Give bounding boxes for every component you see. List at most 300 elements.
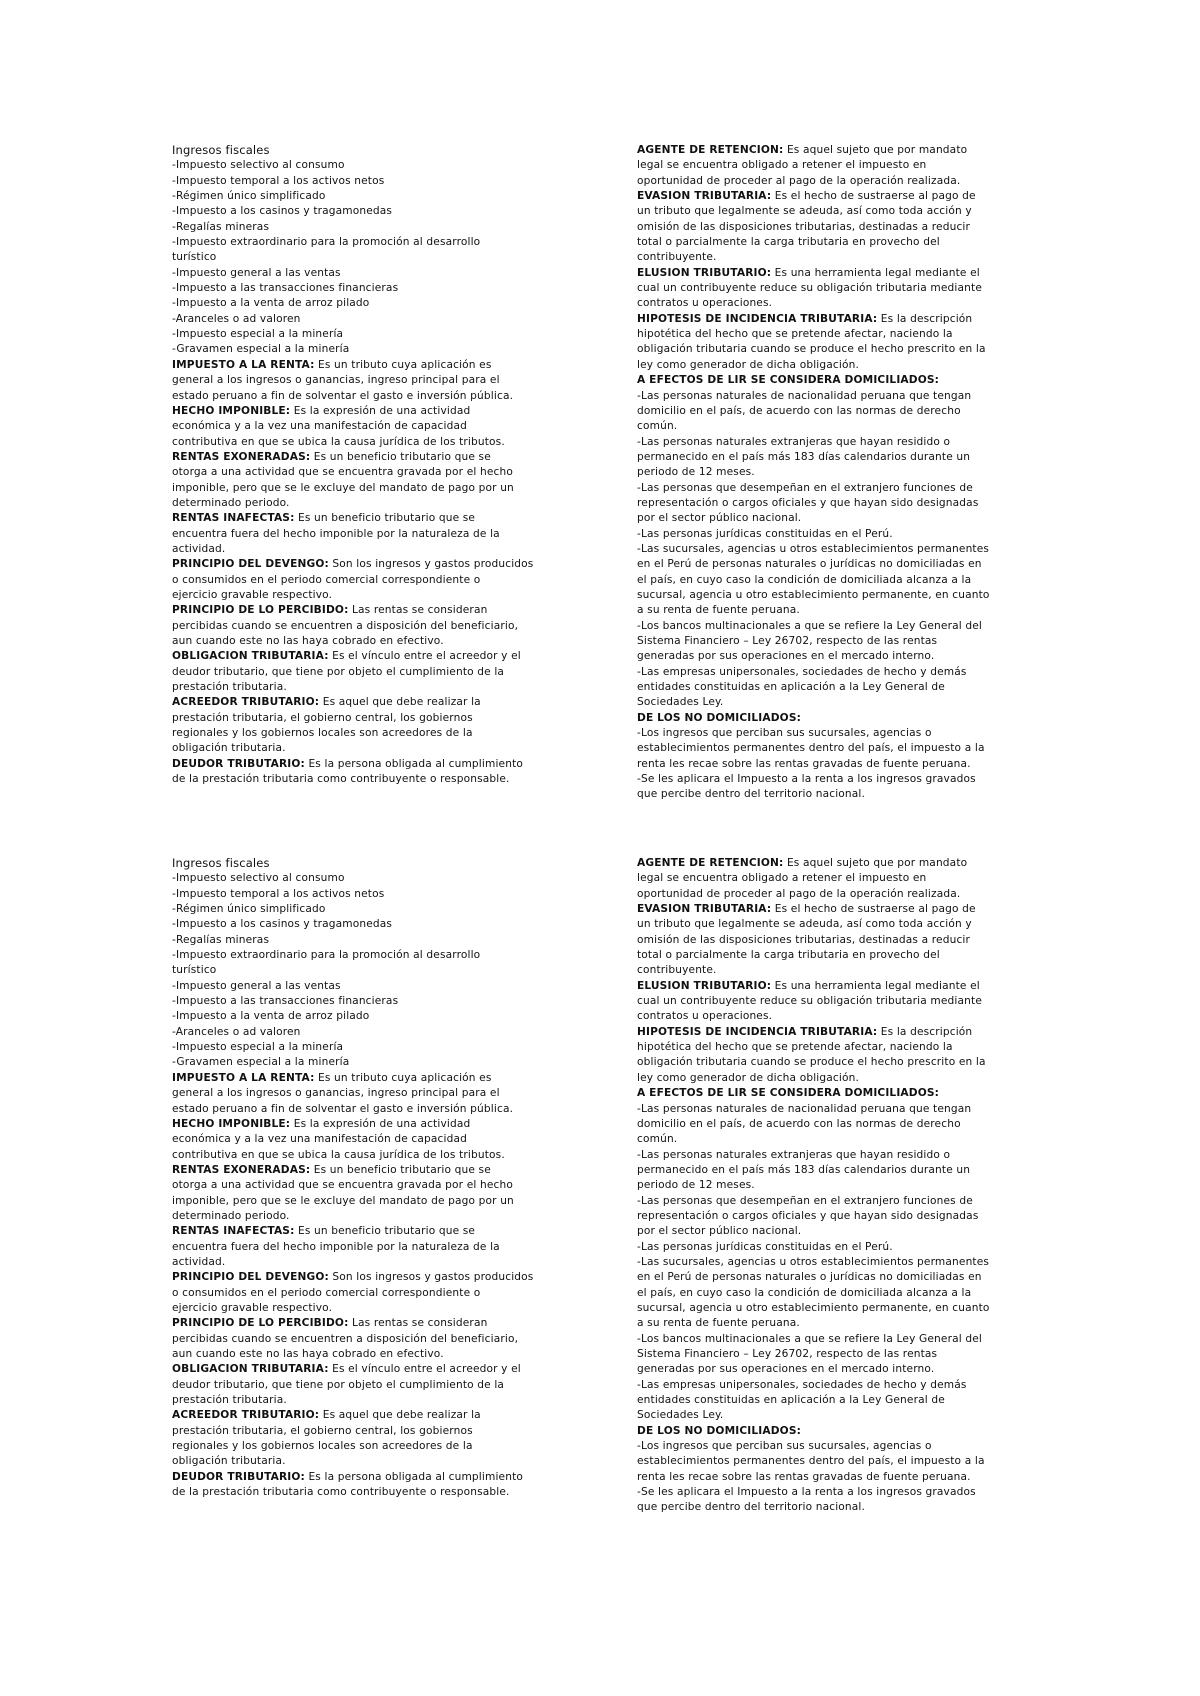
definition-term: ACREEDOR TRIBUTARIO: [172, 696, 320, 709]
definition-text: contributiva en que se ubica la causa jurídica de los tributos. [172, 1148, 505, 1161]
definition-line [172, 741, 582, 756]
definition-text: generadas por sus operaciones en el mercado interno. [637, 1363, 935, 1376]
definition-line [172, 1454, 582, 1469]
definition-text: hipotética del hecho que se pretende afectar, naciendo la [637, 1041, 953, 1054]
definition-line [172, 1424, 582, 1439]
definition-line [637, 1040, 1037, 1055]
definition-line [637, 741, 1037, 756]
list-item: -Régimen único simplificado [172, 903, 326, 916]
definition-text: el país, en cuyo caso la condición de domiciliada alcanza a la [637, 573, 972, 586]
definition-line [637, 1009, 1037, 1024]
definition-line [637, 235, 1037, 250]
definition-line [172, 527, 582, 542]
definition-text: aun cuando este no las haya cobrado en efectivo. [172, 635, 444, 647]
definition-text: Sistema Financiero – Ley 26702, respecto de las rentas [637, 635, 938, 647]
definition-text: -Los bancos multinacionales a que se refiere la Ley General del [637, 1332, 982, 1345]
definition-text: Es un tributo cuya aplicación es [314, 358, 492, 371]
definition-line [172, 389, 582, 404]
definition-text: determinado periodo. [172, 1209, 290, 1222]
definition-line [172, 711, 582, 726]
definition-line [637, 1055, 1037, 1070]
definition-text: establecimientos permanentes dentro del país, el impuesto a la [637, 1455, 985, 1468]
list-item: -Impuesto a la venta de arroz pilado [172, 297, 370, 310]
definition-line [637, 250, 1037, 265]
list-item: -Impuesto general a las ventas [172, 979, 341, 992]
definition-line [637, 787, 1037, 802]
definition-text: contributiva en que se ubica la causa jurídica de los tributos. [172, 435, 505, 448]
definition-line [172, 680, 582, 695]
definition-text: -Las personas jurídicas constituidas en el Perú. [637, 1240, 893, 1253]
definition-line [637, 1485, 1037, 1500]
definition-text: Es la descripción [877, 312, 973, 325]
definition-line [637, 711, 1037, 726]
definition-text: cual un contribuyente reduce su obligación tributaria mediante [637, 995, 982, 1008]
definition-line [637, 1132, 1037, 1147]
definition-term: RENTAS EXONERADAS: [172, 450, 311, 463]
definition-text: -Las empresas unipersonales, sociedades de hecho y demás [637, 1378, 967, 1391]
definition-line [172, 1332, 582, 1347]
definition-text: oportunidad de proceder al pago de la operación realizada. [637, 174, 961, 187]
definition-text: general a los ingresos o ganancias, ingreso principal para el [172, 1087, 500, 1100]
definition-line [172, 726, 582, 741]
list-item: -Impuesto especial a la minería [172, 328, 344, 341]
definition-text: ley como generador de dicha obligación. [637, 358, 859, 371]
list-item: -Impuesto especial a la minería [172, 1041, 344, 1054]
definition-text: periodo de 12 meses. [637, 466, 755, 479]
definition-text: Es la expresión de una actividad [290, 404, 471, 417]
definition-text: permanecido en el país más 183 días calendarios durante un [637, 1163, 971, 1176]
definition-line [637, 1071, 1037, 1086]
definition-line [172, 557, 582, 572]
definition-term: ACREEDOR TRIBUTARIO: [172, 1409, 320, 1422]
definition-text: omisión de las disposiciones tributarias, destinadas a reducir [637, 933, 971, 946]
definition-line [172, 695, 582, 710]
definition-text: Es la expresión de una actividad [290, 1117, 471, 1130]
definition-line [637, 856, 1037, 871]
definition-text: sucursal, agencia u otro establecimiento permanente, en cuanto [637, 1301, 990, 1314]
definition-line [172, 404, 582, 419]
definition-line [172, 496, 582, 511]
definition-line [637, 358, 1037, 373]
definition-text: entidades constituidas en aplicación a la Ley General de [637, 681, 945, 694]
definition-line [637, 963, 1037, 978]
definition-text: -Los bancos multinacionales a que se refiere la Ley General del [637, 619, 982, 632]
definition-text: deudor tributario, que tiene por objeto el cumplimiento de la [172, 665, 505, 678]
definition-line [637, 1224, 1037, 1239]
definition-line [637, 1500, 1037, 1515]
definition-text: Es aquel que debe realizar la [319, 696, 481, 709]
list-item: -Impuesto temporal a los activos netos [172, 174, 385, 187]
definition-line [637, 1286, 1037, 1301]
definition-line [637, 588, 1037, 603]
page-copy-top [0, 143, 1200, 843]
definition-text: renta les recae sobre las rentas gravadas de fuente peruana. [637, 757, 971, 770]
definition-text: contratos u operaciones. [637, 1010, 773, 1023]
definition-text: actividad. [172, 1255, 226, 1268]
definition-line [172, 665, 582, 680]
definition-line [637, 1086, 1037, 1101]
list-item: -Impuesto a las transacciones financieras [172, 282, 399, 295]
list-item: -Gravamen especial a la minería [172, 1056, 350, 1069]
list-item: -Impuesto extraordinario para la promoción al desarrollo [172, 949, 481, 962]
definition-term: RENTAS INAFECTAS: [172, 1225, 295, 1238]
definition-line [172, 1270, 582, 1285]
definition-line [172, 419, 582, 434]
definition-term: HIPOTESIS DE INCIDENCIA TRIBUTARIA: [637, 1025, 878, 1038]
list-item: -Regalías mineras [172, 220, 270, 233]
definition-text: domicilio en el país, de acuerdo con las normas de derecho [637, 404, 961, 417]
definition-text: generadas por sus operaciones en el mercado interno. [637, 650, 935, 663]
definition-line [637, 757, 1037, 772]
definition-text: Sociedades Ley. [637, 696, 724, 709]
definition-line [637, 342, 1037, 357]
definition-text: a su renta de fuente peruana. [637, 1317, 800, 1330]
definition-line [172, 1132, 582, 1147]
definition-text: -Las sucursales, agencias u otros establecimientos permanentes [637, 542, 990, 555]
definition-line [637, 1178, 1037, 1193]
definition-text: un tributo que legalmente se adeuda, así como toda acción y [637, 918, 972, 931]
definition-line [637, 281, 1037, 296]
definition-term: PRINCIPIO DE LO PERCIBIDO: [172, 604, 349, 617]
definition-line [637, 419, 1037, 434]
definition-text: legal se encuentra obligado a retener el impuesto en [637, 872, 927, 885]
definition-text: Las rentas se consideran [348, 604, 488, 617]
definition-line [172, 772, 582, 787]
definition-line [637, 1025, 1037, 1040]
definition-term: DEUDOR TRIBUTARIO: [172, 1470, 305, 1483]
definition-text: prestación tributaria, el gobierno central, los gobiernos [172, 711, 473, 724]
definition-text: Es la persona obligada al cumplimiento [304, 757, 524, 770]
definition-line [172, 1378, 582, 1393]
definition-text: Es el vínculo entre el acreedor y el [328, 1363, 521, 1376]
definition-line [637, 327, 1037, 342]
definition-term: DE LOS NO DOMICILIADOS: [637, 711, 801, 724]
definition-text: omisión de las disposiciones tributarias, destinadas a reducir [637, 220, 971, 233]
definition-line [637, 902, 1037, 917]
definition-term: PRINCIPIO DE LO PERCIBIDO: [172, 1317, 349, 1330]
left-column [172, 143, 582, 787]
definition-line [172, 1255, 582, 1270]
definition-line [637, 1439, 1037, 1454]
definition-text: Son los ingresos y gastos producidos [328, 1271, 534, 1284]
definition-text: Es la persona obligada al cumplimiento [304, 1470, 524, 1483]
definition-text: el país, en cuyo caso la condición de domiciliada alcanza a la [637, 1286, 972, 1299]
definition-text: determinado periodo. [172, 496, 290, 509]
definition-line [637, 1163, 1037, 1178]
list-item: -Aranceles o ad valoren [172, 1025, 301, 1038]
definition-line [637, 312, 1037, 327]
definition-line [172, 1148, 582, 1163]
definition-text: otorga a una actividad que se encuentra gravada por el hecho [172, 466, 513, 479]
definition-term: EVASION TRIBUTARIA: [637, 190, 772, 203]
definition-line [172, 1224, 582, 1239]
section-title: Ingresos fiscales [172, 143, 270, 157]
list-item: -Gravamen especial a la minería [172, 343, 350, 356]
definition-text: económica y a la vez una manifestación de capacidad [172, 1133, 467, 1146]
definition-term: RENTAS EXONERADAS: [172, 1163, 311, 1176]
definition-text: obligación tributaria. [172, 742, 286, 755]
definition-term: HIPOTESIS DE INCIDENCIA TRIBUTARIA: [637, 312, 878, 325]
right-column [637, 143, 1037, 803]
definition-line [637, 1148, 1037, 1163]
list-item: -Impuesto a la venta de arroz pilado [172, 1010, 370, 1023]
definition-text: -Las personas que desempeñan en el extranjero funciones de [637, 481, 973, 494]
definition-text: establecimientos permanentes dentro del país, el impuesto a la [637, 742, 985, 755]
definition-text: Es el vínculo entre el acreedor y el [328, 650, 521, 663]
definition-text: -Las sucursales, agencias u otros establecimientos permanentes [637, 1255, 990, 1268]
definition-line [637, 1240, 1037, 1255]
definition-text: obligación tributaria cuando se produce el hecho prescrito en la [637, 343, 986, 356]
definition-line [637, 481, 1037, 496]
definition-text: oportunidad de proceder al pago de la operación realizada. [637, 887, 961, 900]
definition-text: encuentra fuera del hecho imponible por la naturaleza de la [172, 527, 500, 540]
list-item: turístico [172, 251, 217, 264]
definition-text: domicilio en el país, de acuerdo con las normas de derecho [637, 1117, 961, 1130]
definition-line [172, 603, 582, 618]
definition-text: entidades constituidas en aplicación a la Ley General de [637, 1394, 945, 1407]
definition-line [172, 1117, 582, 1132]
list-item: -Impuesto a las transacciones financieras [172, 995, 399, 1008]
definition-line [637, 465, 1037, 480]
definition-text: renta les recae sobre las rentas gravadas de fuente peruana. [637, 1470, 971, 1483]
definition-line [637, 389, 1037, 404]
definition-text: -Las empresas unipersonales, sociedades de hecho y demás [637, 665, 967, 678]
definition-text: total o parcialmente la carga tributaria en provecho del [637, 949, 940, 962]
definition-text: general a los ingresos o ganancias, ingreso principal para el [172, 374, 500, 387]
definition-term: AGENTE DE RETENCION: [637, 857, 784, 869]
definition-text: -Se les aplicara el Impuesto a la renta a los ingresos gravados [637, 773, 976, 786]
definition-text: estado peruano a fin de solventar el gasto e inversión pública. [172, 1102, 514, 1115]
definition-line [172, 511, 582, 526]
definition-text: de la prestación tributaria como contribuyente o responsable. [172, 1486, 510, 1499]
definition-line [637, 994, 1037, 1009]
definition-text: un tributo que legalmente se adeuda, así como toda acción y [637, 205, 972, 218]
definition-line [637, 1301, 1037, 1316]
list-item: turístico [172, 964, 217, 977]
definition-text: hipotética del hecho que se pretende afectar, naciendo la [637, 328, 953, 341]
definition-text: ejercicio gravable respectivo. [172, 588, 333, 601]
definition-line [637, 1332, 1037, 1347]
definition-text: Sociedades Ley. [637, 1409, 724, 1422]
list-item: -Régimen único simplificado [172, 190, 326, 203]
definition-text: -Las personas naturales de nacionalidad peruana que tengan [637, 389, 972, 402]
definition-text: económica y a la vez una manifestación de capacidad [172, 420, 467, 433]
definition-line [637, 511, 1037, 526]
definition-text: legal se encuentra obligado a retener el impuesto en [637, 159, 927, 172]
definition-text: -Las personas naturales extranjeras que hayan residido o [637, 435, 951, 448]
definition-term: RENTAS INAFECTAS: [172, 512, 295, 525]
definition-line [172, 1316, 582, 1331]
definition-line [637, 189, 1037, 204]
definition-line [172, 1347, 582, 1362]
definition-line [637, 933, 1037, 948]
definition-text: en el Perú de personas naturales o jurídicas no domiciliadas en [637, 558, 982, 571]
definition-line [637, 450, 1037, 465]
definition-line [637, 435, 1037, 450]
definition-text: prestación tributaria, el gobierno central, los gobiernos [172, 1424, 473, 1437]
definition-text: o consumidos en el periodo comercial correspondiente o [172, 573, 481, 586]
definition-text: Es un beneficio tributario que se [294, 1225, 476, 1238]
definition-line [637, 1362, 1037, 1377]
definition-line [637, 917, 1037, 932]
definition-line [172, 373, 582, 388]
definition-term: IMPUESTO A LA RENTA: [172, 358, 315, 371]
definition-line [637, 1378, 1037, 1393]
definition-line [172, 435, 582, 450]
left-column [172, 856, 582, 1500]
definition-text: Es una herramienta legal mediante el [771, 266, 980, 279]
definition-line [637, 1424, 1037, 1439]
definition-line [172, 1102, 582, 1117]
definition-line [637, 649, 1037, 664]
definition-text: -Los ingresos que perciban sus sucursales, agencias o [637, 1440, 932, 1453]
page-copy-bottom [0, 856, 1200, 1556]
list-item: -Impuesto temporal a los activos netos [172, 887, 385, 900]
definition-line [637, 695, 1037, 710]
definition-text: -Los ingresos que perciban sus sucursales, agencias o [637, 727, 932, 740]
definition-term: AGENTE DE RETENCION: [637, 144, 784, 156]
definition-text: Las rentas se consideran [348, 1317, 488, 1330]
definition-line [637, 979, 1037, 994]
definition-text: a su renta de fuente peruana. [637, 604, 800, 617]
definition-line [637, 1454, 1037, 1469]
definition-text: Es un beneficio tributario que se [310, 450, 491, 463]
definition-text: de la prestación tributaria como contribuyente o responsable. [172, 773, 510, 786]
definition-term: PRINCIPIO DEL DEVENGO: [172, 1271, 329, 1284]
definition-line [172, 634, 582, 649]
definition-line [637, 603, 1037, 618]
definition-line [637, 1117, 1037, 1132]
definition-text: Es un tributo cuya aplicación es [314, 1071, 492, 1084]
definition-line [637, 665, 1037, 680]
list-item: -Impuesto selectivo al consumo [172, 159, 345, 172]
section-title: Ingresos fiscales [172, 856, 270, 870]
definition-line [172, 619, 582, 634]
definition-text: permanecido en el país más 183 días calendarios durante un [637, 450, 971, 463]
definition-text: periodo de 12 meses. [637, 1179, 755, 1192]
definition-text: imponible, pero que se le excluye del mandato de pago por un [172, 481, 514, 494]
definition-text: obligación tributaria. [172, 1455, 286, 1468]
definition-line [172, 1209, 582, 1224]
definition-text: -Las personas jurídicas constituidas en el Perú. [637, 527, 893, 540]
definition-term: HECHO IMPONIBLE: [172, 404, 291, 417]
definition-line [637, 220, 1037, 235]
definition-term: HECHO IMPONIBLE: [172, 1117, 291, 1130]
definition-term: EVASION TRIBUTARIA: [637, 903, 772, 916]
definition-text: regionales y los gobiernos locales son acreedores de la [172, 1440, 473, 1453]
definition-text: Es una herramienta legal mediante el [771, 979, 980, 992]
definition-text: deudor tributario, que tiene por objeto el cumplimiento de la [172, 1378, 505, 1391]
definition-text: Es aquel sujeto que por mandato [783, 857, 968, 869]
definition-line [637, 174, 1037, 189]
definition-text: Es aquel que debe realizar la [319, 1409, 481, 1422]
definition-term: OBLIGACION TRIBUTARIA: [172, 650, 329, 663]
definition-line [637, 527, 1037, 542]
definition-text: encuentra fuera del hecho imponible por la naturaleza de la [172, 1240, 500, 1253]
definition-line [637, 404, 1037, 419]
definition-line [172, 573, 582, 588]
definition-line [172, 649, 582, 664]
definition-text: aun cuando este no las haya cobrado en efectivo. [172, 1348, 444, 1360]
definition-line [637, 634, 1037, 649]
definition-line [172, 1286, 582, 1301]
definition-term: A EFECTOS DE LIR SE CONSIDERA DOMICILIADOS: [637, 374, 940, 387]
definition-line [172, 1194, 582, 1209]
definition-line [637, 143, 1037, 158]
definition-line [637, 1270, 1037, 1285]
definition-line [637, 542, 1037, 557]
definition-line [637, 772, 1037, 787]
definition-text: ley como generador de dicha obligación. [637, 1071, 859, 1084]
definition-line [637, 726, 1037, 741]
definition-text: regionales y los gobiernos locales son acreedores de la [172, 727, 473, 740]
definition-text: actividad. [172, 542, 226, 555]
definition-line [637, 1347, 1037, 1362]
definition-text: Sistema Financiero – Ley 26702, respecto de las rentas [637, 1348, 938, 1360]
definition-text: imponible, pero que se le excluye del mandato de pago por un [172, 1194, 514, 1207]
definition-text: -Las personas que desempeñan en el extranjero funciones de [637, 1194, 973, 1207]
definition-text: representación o cargos oficiales y que hayan sido designadas [637, 1209, 979, 1222]
definition-term: OBLIGACION TRIBUTARIA: [172, 1363, 329, 1376]
definition-line [172, 1301, 582, 1316]
definition-line [637, 373, 1037, 388]
definition-text: o consumidos en el periodo comercial correspondiente o [172, 1286, 481, 1299]
definition-text: prestación tributaria. [172, 1394, 287, 1407]
definition-line [637, 158, 1037, 173]
definition-text: otorga a una actividad que se encuentra gravada por el hecho [172, 1179, 513, 1192]
definition-text: por el sector público nacional. [637, 512, 802, 525]
definition-text: total o parcialmente la carga tributaria en provecho del [637, 236, 940, 249]
list-item: -Impuesto selectivo al consumo [172, 872, 345, 885]
definition-text: sucursal, agencia u otro establecimiento permanente, en cuanto [637, 588, 990, 601]
definition-line [172, 1408, 582, 1423]
definition-text: Es el hecho de sustraerse al pago de [771, 190, 976, 203]
definition-term: ELUSION TRIBUTARIO: [637, 266, 772, 279]
definition-line [637, 1393, 1037, 1408]
definition-line [637, 680, 1037, 695]
definition-line [637, 573, 1037, 588]
definition-term: IMPUESTO A LA RENTA: [172, 1071, 315, 1084]
definition-line [172, 1485, 582, 1500]
definition-line [172, 1362, 582, 1377]
definition-line [637, 1470, 1037, 1485]
definition-line [172, 1163, 582, 1178]
definition-line [637, 496, 1037, 511]
definition-text: por el sector público nacional. [637, 1225, 802, 1238]
definition-text: cual un contribuyente reduce su obligación tributaria mediante [637, 282, 982, 295]
list-item: -Aranceles o ad valoren [172, 312, 301, 325]
definition-text: común. [637, 420, 678, 433]
definition-text: común. [637, 1133, 678, 1146]
definition-line [637, 266, 1037, 281]
definition-text: Es un beneficio tributario que se [294, 512, 476, 525]
definition-text: Son los ingresos y gastos producidos [328, 558, 534, 571]
definition-line [637, 1102, 1037, 1117]
definition-line [637, 871, 1037, 886]
definition-text: ejercicio gravable respectivo. [172, 1301, 333, 1314]
definition-text: -Las personas naturales de nacionalidad peruana que tengan [637, 1102, 972, 1115]
definition-line [637, 1194, 1037, 1209]
definition-text: que percibe dentro del territorio nacional. [637, 788, 866, 801]
definition-line [172, 1071, 582, 1086]
definition-line [172, 588, 582, 603]
definition-line [637, 204, 1037, 219]
definition-line [172, 1439, 582, 1454]
definition-text: Es un beneficio tributario que se [310, 1163, 491, 1176]
definition-text: Es la descripción [877, 1025, 973, 1038]
definition-term: A EFECTOS DE LIR SE CONSIDERA DOMICILIADOS: [637, 1087, 940, 1100]
definition-text: contratos u operaciones. [637, 297, 773, 310]
